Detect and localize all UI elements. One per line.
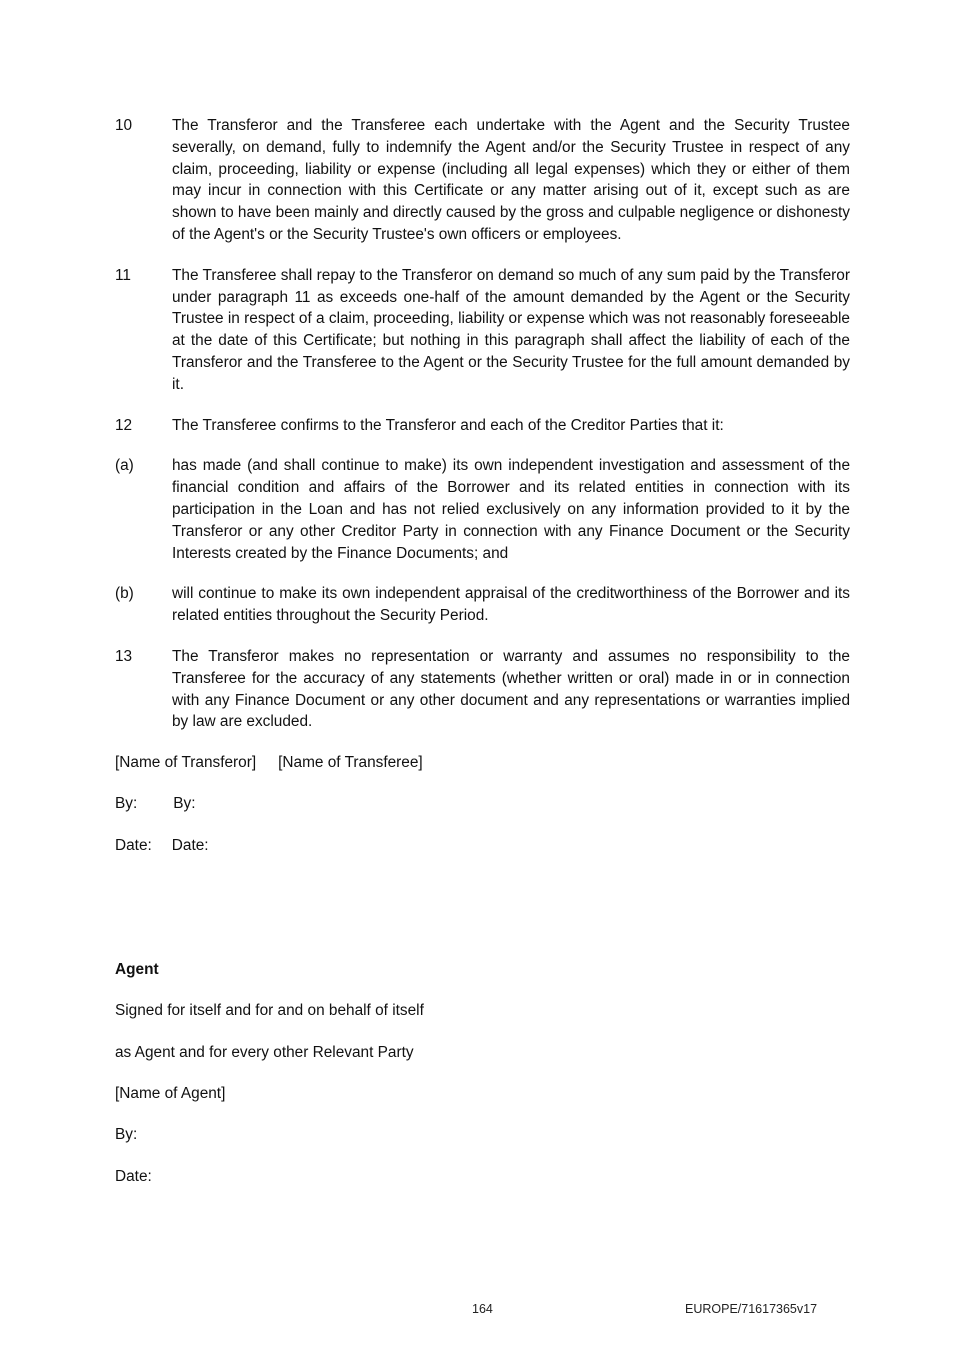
clause-number: 12 <box>115 416 133 434</box>
clause-text: will continue to make its own independent appraisal of the creditworthiness of the Borrower and its related entities throughout the Security Period. <box>172 585 850 625</box>
clause-11 <box>115 265 850 396</box>
clause-text: The Transferee shall repay to the Transferor on demand so much of any sum paid by the Transferor under paragraph 11 as exceeds one-half of the amount demanded by the Agent or the Security Trustee in respect of a claim, proceeding, liability or expense which was not reasonably foreseeable at the date of this Certificate; but nothing in this paragraph shall affect the liability of each of the Transferor and the Transferee to the Agent or the Security Trustee for the full amount demanded by it. <box>172 266 850 393</box>
page-number: 164 <box>472 1302 493 1316</box>
transferor-date-label: Date: <box>115 836 152 854</box>
clause-number: (b) <box>115 585 134 603</box>
signature-date-row <box>115 835 850 857</box>
clause-12 <box>115 415 850 437</box>
clause-number: 13 <box>115 647 133 665</box>
clause-text: The Transferor makes no representation or warranty and assumes no responsibility to the Transferee for the accuracy of any statements (whether written or oral) made in or in connection with any Finance Document or any other document and any representations or warranties implied by law are excluded. <box>172 647 850 731</box>
transferee-by-label: By: <box>173 795 196 813</box>
signature-by-row <box>115 793 850 815</box>
signature-names-row <box>115 752 850 774</box>
agent-by-label: By: <box>115 1126 138 1144</box>
clause-12-b <box>115 583 850 627</box>
clause-text: The Transferor and the Transferee each undertake with the Agent and the Security Trustee severally, on demand, fully to indemnify the Agent and/or the Security Trustee in respect of any claim, proceeding, liability or expense (including all legal expenses) which they or either of them may incur in connection with this Certificate or any matter arising out of it, except such as are shown to have been mainly and directly caused by the gross and culpable negligence or dishonesty of the Agent's or the Security Trustee's own officers or employees. <box>172 117 850 243</box>
clause-number: (a) <box>115 457 134 475</box>
transferee-date-label: Date: <box>171 836 209 854</box>
document-body <box>115 115 850 1207</box>
agent-capacity-line: as Agent and for every other Relevant Party <box>115 1043 414 1061</box>
clause-number: 11 <box>115 266 131 284</box>
transferee-name-placeholder: [Name of Transferee] <box>278 754 423 772</box>
clause-text: has made (and shall continue to make) its own independent investigation and assessment of the financial condition and affairs of the Borrower and its related entities in connection with its participation in the Loan and has not relied exclusively on any information provided to it by the Transferor or any other Creditor Party in connection with any Finance Document or the Security Interests created by the Finance Documents; and <box>172 457 850 562</box>
agent-signed-line: Signed for itself and for and on behalf of itself <box>115 1002 424 1020</box>
agent-heading: Agent <box>115 961 159 979</box>
transferor-by-label: By: <box>115 795 138 813</box>
agent-date-label: Date: <box>115 1167 152 1185</box>
clause-13 <box>115 646 850 733</box>
document-reference: EUROPE/71617365v17 <box>685 1302 818 1316</box>
agent-name-placeholder: [Name of Agent] <box>115 1084 226 1102</box>
transferor-name-placeholder: [Name of Transferor] <box>115 754 257 772</box>
clause-12-a <box>115 455 850 564</box>
clause-text: The Transferee confirms to the Transferor and each of the Creditor Parties that it: <box>172 416 724 434</box>
clause-number: 10 <box>115 117 133 134</box>
clause-10 <box>115 115 850 246</box>
